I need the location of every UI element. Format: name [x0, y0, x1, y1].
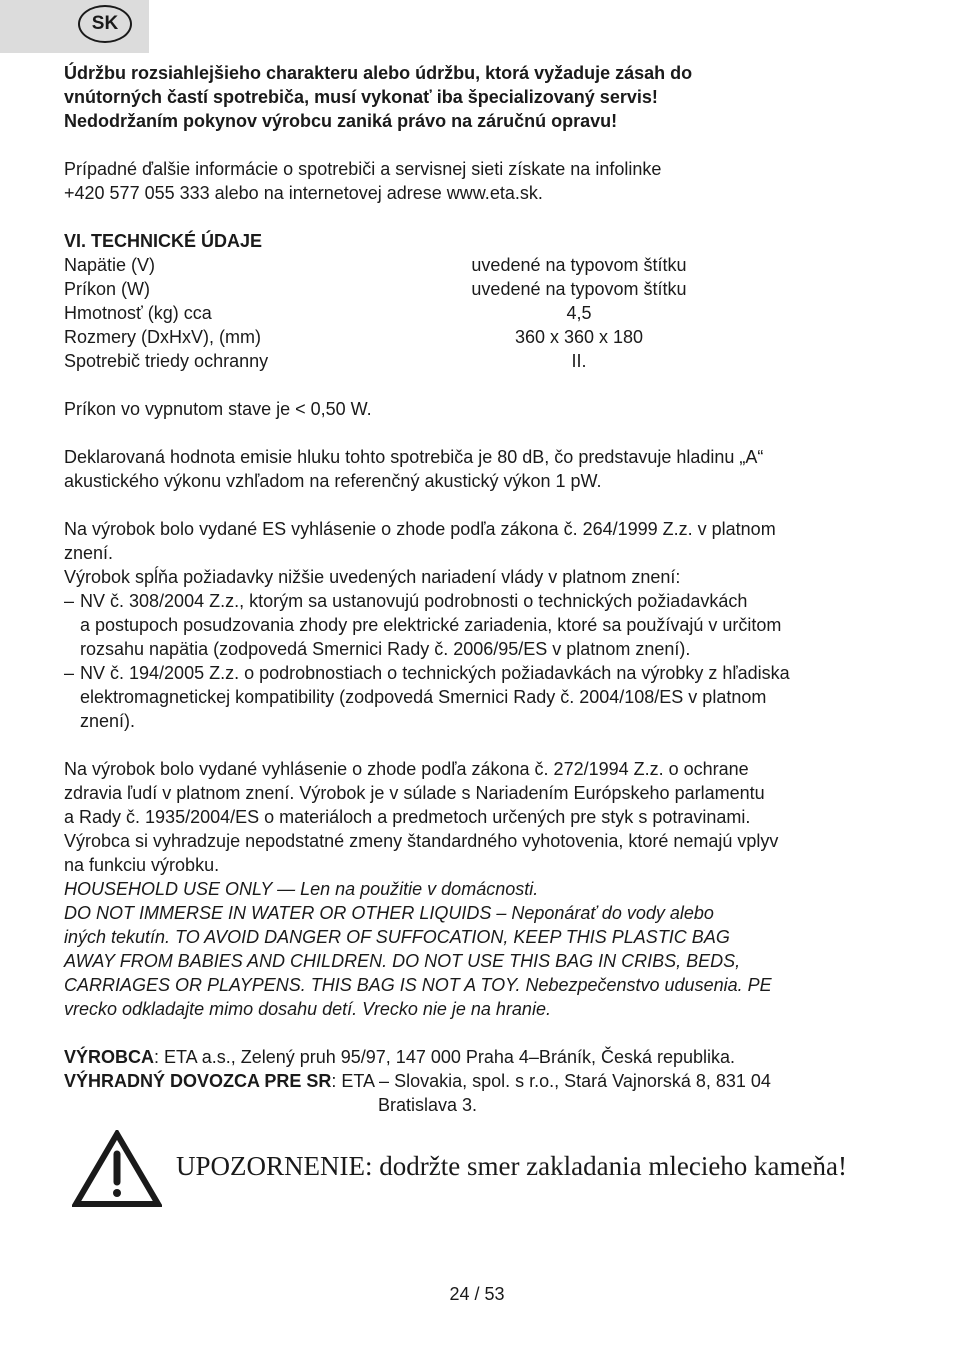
food-contact-section	[64, 757, 894, 1021]
spec-label: Hmotnosť (kg) cca	[64, 303, 212, 323]
regulation-line: znení).	[80, 711, 136, 731]
spec-row	[64, 253, 894, 277]
regulation-line: a postupoch posudzovania zhody pre elektrické zariadenia, ktoré sa používajú v určitom	[80, 615, 782, 635]
importer-label: VÝHRADNÝ DOVOZCA PRE SR	[64, 1071, 332, 1091]
service-notice-line: Nedodržaním pokynov výrobcu zaniká právo na záručnú opravu!	[64, 111, 618, 131]
spec-row	[64, 325, 894, 349]
spec-value: II.	[571, 351, 587, 371]
regulations-intro: Výrobok spĺňa požiadavky nižšie uvedených nariadení vlády v platnom znení:	[64, 567, 681, 587]
page-content	[64, 61, 894, 1117]
warning-triangle-icon	[72, 1130, 162, 1208]
warning-block	[72, 1130, 847, 1208]
regulation-item	[64, 661, 894, 733]
importer-line	[64, 1069, 894, 1093]
warning-text: UPOZORNENIE: dodržte smer zakladania mlecieho kameňa!	[176, 1151, 848, 1181]
regulation-line: NV č. 194/2005 Z.z. o podrobnostiach o technických požiadavkách na výrobky z hľadiska	[80, 663, 790, 683]
service-notice	[64, 61, 894, 133]
safety-line: DO NOT IMMERSE IN WATER OR OTHER LIQUIDS – Neponárať do vody alebo	[64, 903, 714, 923]
safety-line: AWAY FROM BABIES AND CHILDREN. DO NOT USE THIS BAG IN CRIBS, BEDS,	[64, 951, 741, 971]
food-line: zdravia ľudí v platnom znení. Výrobok je v súlade s Nariadením Európskeho parlamentu	[64, 783, 765, 803]
es-line: znení.	[64, 543, 114, 563]
spec-row	[64, 301, 894, 325]
dash-bullet: –	[64, 591, 75, 611]
safety-line: iných tekutín. TO AVOID DANGER OF SUFFOCATION, KEEP THIS PLASTIC BAG	[64, 927, 730, 947]
safety-line: vrecko odkladajte mimo dosahu detí. Vrecko nie je na hranie.	[64, 999, 551, 1019]
spec-label: Rozmery (DxHxV), (mm)	[64, 327, 261, 347]
spec-label: Príkon (W)	[64, 279, 151, 299]
spec-value: 4,5	[566, 303, 592, 323]
food-line: Výrobca si vyhradzuje nepodstatné zmeny štandardného vyhotovenia, ktoré nemajú vplyv	[64, 831, 779, 851]
importer-value: : ETA – Slovakia, spol. s r.o., Stará Vajnorská 8, 831 04	[331, 1071, 771, 1091]
spec-label: Napätie (V)	[64, 255, 156, 275]
food-line: a Rady č. 1935/2004/ES o materiáloch a predmetoch určených pre styk s potravinami.	[64, 807, 751, 827]
page-number: 24 / 53	[449, 1284, 505, 1304]
es-line: Na výrobok bolo vydané ES vyhlásenie o zhode podľa zákona č. 264/1999 Z.z. v platnom	[64, 519, 776, 539]
info-line: Prípadné ďalšie informácie o spotrebiči a servisnej sieti získate na infolinke	[64, 159, 662, 179]
noise-line: akustického výkonu vzhľadom na referenčný akustický výkon 1 pW.	[64, 471, 602, 491]
service-notice-line: vnútorných častí spotrebiča, musí vykonať iba špecializovaný servis!	[64, 87, 658, 107]
contacts	[64, 1045, 894, 1117]
dash-bullet: –	[64, 663, 75, 683]
language-badge: SK	[78, 5, 132, 43]
spec-value: uvedené na typovom štítku	[471, 255, 687, 275]
manufacturer-line	[64, 1045, 894, 1069]
language-tab	[0, 0, 149, 53]
manufacturer-value: : ETA a.s., Zelený pruh 95/97, 147 000 Praha 4–Bráník, Česká republika.	[154, 1047, 736, 1067]
regulation-line: NV č. 308/2004 Z.z., ktorým sa ustanovujú podrobnosti o technických požiadavkách	[80, 591, 748, 611]
regulation-item	[64, 589, 894, 661]
food-line: na funkciu výrobku.	[64, 855, 220, 875]
info-line: +420 577 055 333 alebo na internetovej adrese www.eta.sk.	[64, 183, 543, 203]
compliance-section	[64, 517, 894, 733]
technical-specs	[64, 229, 894, 373]
info-paragraph	[64, 157, 894, 205]
importer-city: Bratislava 3.	[378, 1095, 478, 1115]
spec-row	[64, 277, 894, 301]
service-notice-line: Údržbu rozsiahlejšieho charakteru alebo údržbu, ktorá vyžaduje zásah do	[64, 63, 693, 83]
manufacturer-label: VÝROBCA	[64, 1047, 155, 1067]
noise-paragraph	[64, 445, 894, 493]
spec-row	[64, 349, 894, 373]
spec-value: 360 x 360 x 180	[514, 327, 644, 347]
food-line: Na výrobok bolo vydané vyhlásenie o zhode podľa zákona č. 272/1994 Z.z. o ochrane	[64, 759, 749, 779]
regulation-line: elektromagnetickej kompatibility (zodpovedá Smernici Rady č. 2004/108/ES v platnom	[80, 687, 767, 707]
standby-power: Príkon vo vypnutom stave je < 0,50 W.	[64, 399, 372, 419]
safety-line: CARRIAGES OR PLAYPENS. THIS BAG IS NOT A TOY. Nebezpečenstvo udusenia. PE	[64, 975, 772, 995]
specs-heading: VI. TECHNICKÉ ÚDAJE	[64, 231, 263, 251]
noise-line: Deklarovaná hodnota emisie hluku tohto spotrebiča je 80 dB, čo predstavuje hladinu „A“	[64, 447, 764, 467]
safety-line: HOUSEHOLD USE ONLY — Len na použitie v domácnosti.	[64, 879, 539, 899]
regulation-line: rozsahu napätia (zodpovedá Smernici Rady č. 2006/95/ES v platnom znení).	[80, 639, 691, 659]
spec-label: Spotrebič triedy ochranny	[64, 351, 269, 371]
spec-value: uvedené na typovom štítku	[471, 279, 687, 299]
